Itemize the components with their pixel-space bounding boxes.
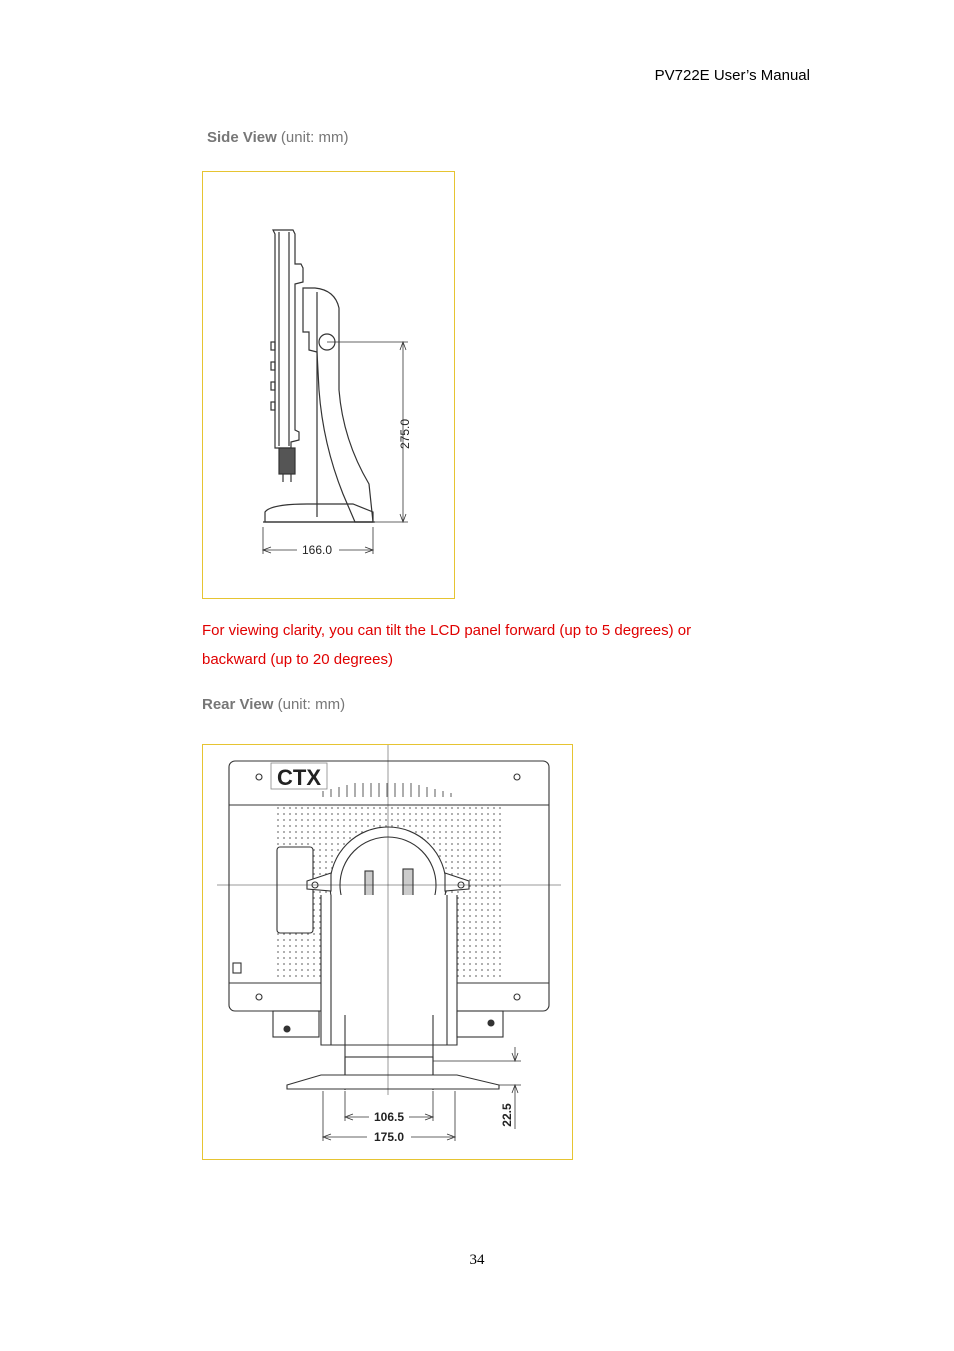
rear-view-caption [202, 696, 345, 713]
page-number: 34 [469, 1252, 485, 1268]
rear-inner-dimension: 106.5 [373, 1110, 405, 1124]
side-view-figure [202, 171, 455, 599]
cable-connector [279, 448, 295, 474]
tilt-note-line-2: backward (up to 20 degrees) [202, 651, 393, 668]
stand-base-rear [287, 1075, 499, 1089]
side-depth-dimension: 166.0 [301, 543, 333, 557]
rear-view-drawing [203, 745, 572, 1159]
side-view-drawing [203, 172, 454, 598]
rear-base-dimension: 22.5 [500, 1103, 514, 1127]
stand-column-outline [321, 895, 457, 1045]
running-header: PV722E User’s Manual [654, 67, 810, 84]
side-height-dimension: 275.0 [398, 418, 412, 450]
rear-view-unit: (unit: mm) [273, 696, 346, 713]
side-view-caption [207, 129, 348, 146]
stand-arm-outline [303, 288, 373, 522]
side-view-unit: (unit: mm) [276, 129, 349, 146]
lcd-panel-outline [273, 230, 303, 448]
ctx-logo: CTX [277, 765, 321, 790]
rear-view-heading: Rear View [202, 696, 274, 713]
tilt-note-line-1: For viewing clarity, you can tilt the LCD panel forward (up to 5 degrees) or [202, 622, 692, 639]
rear-view-figure [202, 744, 573, 1160]
rear-outer-dimension: 175.0 [373, 1130, 405, 1144]
side-view-heading: Side View [207, 129, 277, 146]
stand-base-outline [265, 504, 373, 522]
